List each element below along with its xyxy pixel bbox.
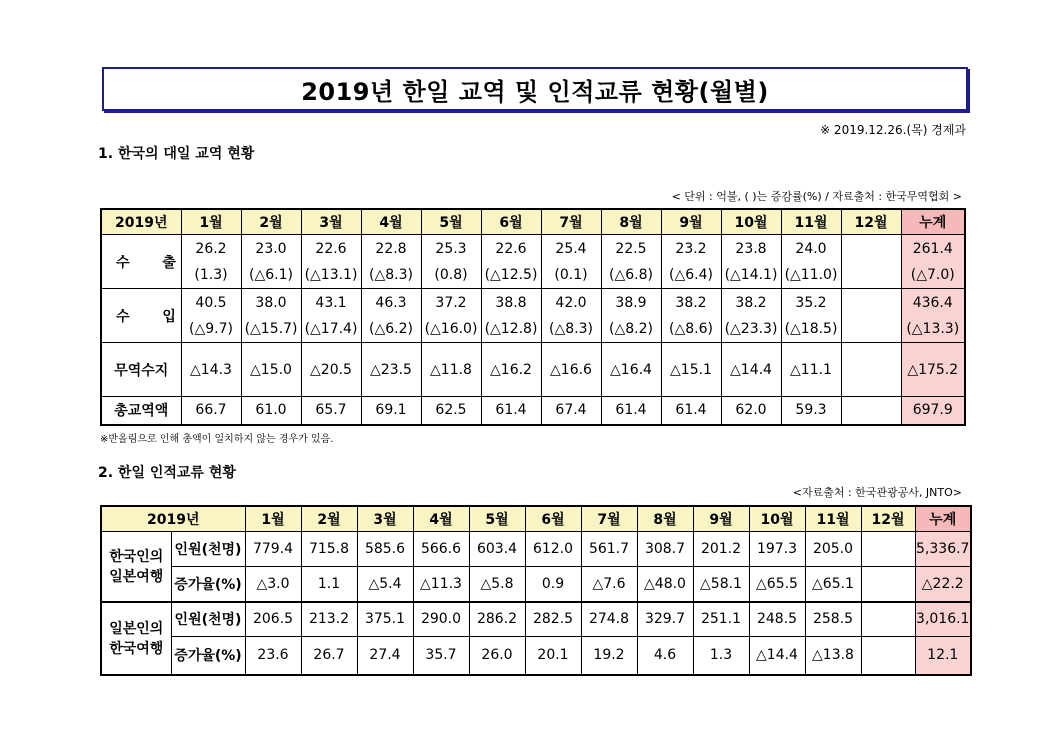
export-cell: 24.0 (△11.0)	[781, 235, 841, 289]
import-label: 수 입	[101, 289, 181, 343]
balance-cell: △16.4	[601, 343, 661, 397]
header-month: 11월	[781, 209, 841, 235]
people-cell: 286.2	[469, 602, 525, 637]
people-cell: 201.2	[693, 532, 749, 567]
header-month: 10월	[749, 506, 805, 532]
volume-cell: 66.7	[181, 397, 241, 425]
rate-cell: 20.1	[525, 637, 581, 675]
rate-cell: △7.6	[581, 567, 637, 602]
people-cell: 308.7	[637, 532, 693, 567]
people-cell: 566.6	[413, 532, 469, 567]
rate-cell: 19.2	[581, 637, 637, 675]
rounding-footnote: ※반올림으로 인해 총액이 일치하지 않는 경우가 있음.	[100, 434, 334, 445]
people-total: 5,336.7	[915, 532, 971, 567]
people-cell: 603.4	[469, 532, 525, 567]
rate-cell: △48.0	[637, 567, 693, 602]
export-cell	[841, 235, 901, 289]
export-cell: 22.5 (△6.8)	[601, 235, 661, 289]
japanese-travel-rate-row	[101, 637, 971, 675]
header-month: 6월	[525, 506, 581, 532]
people-cell: 290.0	[413, 602, 469, 637]
korean-travel-label: 한국인의 일본여행	[101, 532, 171, 602]
rate-cell	[861, 567, 915, 602]
header-month: 6월	[481, 209, 541, 235]
header-month: 9월	[693, 506, 749, 532]
rate-cell: 0.9	[525, 567, 581, 602]
header-month: 3월	[301, 209, 361, 235]
rate-cell: 35.7	[413, 637, 469, 675]
rate-cell: △5.4	[357, 567, 413, 602]
exchange-header-row	[101, 506, 971, 532]
export-cell: 25.4 (0.1)	[541, 235, 601, 289]
rate-label: 증가율(%)	[171, 637, 245, 675]
people-cell: 205.0	[805, 532, 861, 567]
balance-cell: △15.1	[661, 343, 721, 397]
rate-total: △22.2	[915, 567, 971, 602]
export-cell: 22.6 (△13.1)	[301, 235, 361, 289]
import-cell: 40.5 (△9.7)	[181, 289, 241, 343]
rate-cell: 26.0	[469, 637, 525, 675]
header-month: 12월	[861, 506, 915, 532]
import-cell: 38.9 (△8.2)	[601, 289, 661, 343]
rate-cell	[861, 637, 915, 675]
header-month: 4월	[413, 506, 469, 532]
korean-travel-rate-row	[101, 567, 971, 602]
people-cell: 248.5	[749, 602, 805, 637]
people-cell	[861, 602, 915, 637]
document-title	[102, 67, 968, 111]
trade-table	[100, 208, 966, 426]
export-cell: 23.0 (△6.1)	[241, 235, 301, 289]
header-month: 10월	[721, 209, 781, 235]
date-note: ※ 2019.12.26.(목) 경제과	[820, 123, 966, 137]
export-cell: 26.2 (1.3)	[181, 235, 241, 289]
rate-total: 12.1	[915, 637, 971, 675]
volume-total: 697.9	[901, 397, 965, 425]
people-cell: 561.7	[581, 532, 637, 567]
import-cell: 35.2 (△18.5)	[781, 289, 841, 343]
header-year: 2019년	[101, 506, 245, 532]
header-month: 8월	[601, 209, 661, 235]
people-cell: 715.8	[301, 532, 357, 567]
trade-header-row	[101, 209, 965, 235]
people-cell: 612.0	[525, 532, 581, 567]
header-month: 7월	[581, 506, 637, 532]
rate-cell: △58.1	[693, 567, 749, 602]
balance-cell: △20.5	[301, 343, 361, 397]
balance-cell: △15.0	[241, 343, 301, 397]
exchange-table	[100, 505, 972, 676]
people-cell: 329.7	[637, 602, 693, 637]
export-row	[101, 235, 965, 289]
rate-cell: 4.6	[637, 637, 693, 675]
export-cell: 23.8 (△14.1)	[721, 235, 781, 289]
import-cell: 42.0 (△8.3)	[541, 289, 601, 343]
document-title-text: 2019년 한일 교역 및 인적교류 현황(월별)	[301, 77, 769, 106]
import-cell: 43.1 (△17.4)	[301, 289, 361, 343]
import-row	[101, 289, 965, 343]
export-total: 261.4 (△7.0)	[901, 235, 965, 289]
volume-cell: 69.1	[361, 397, 421, 425]
rate-cell: △65.1	[805, 567, 861, 602]
import-cell: 38.2 (△8.6)	[661, 289, 721, 343]
people-cell: 274.8	[581, 602, 637, 637]
header-month: 1월	[245, 506, 301, 532]
korean-travel-people-row	[101, 532, 971, 567]
import-cell: 38.8 (△12.8)	[481, 289, 541, 343]
balance-cell	[841, 343, 901, 397]
balance-cell: △16.2	[481, 343, 541, 397]
people-cell	[861, 532, 915, 567]
people-cell: 779.4	[245, 532, 301, 567]
balance-total: △175.2	[901, 343, 965, 397]
header-month: 3월	[357, 506, 413, 532]
rate-cell: 26.7	[301, 637, 357, 675]
rate-cell: △5.8	[469, 567, 525, 602]
export-cell: 25.3 (0.8)	[421, 235, 481, 289]
header-month: 2월	[301, 506, 357, 532]
people-cell: 585.6	[357, 532, 413, 567]
rate-cell: △11.3	[413, 567, 469, 602]
balance-cell: △14.3	[181, 343, 241, 397]
header-month: 9월	[661, 209, 721, 235]
people-cell: 258.5	[805, 602, 861, 637]
rate-cell: △3.0	[245, 567, 301, 602]
rate-cell: 1.1	[301, 567, 357, 602]
volume-cell: 59.3	[781, 397, 841, 425]
japanese-travel-label: 일본인의 한국여행	[101, 602, 171, 675]
header-month: 4월	[361, 209, 421, 235]
people-cell: 206.5	[245, 602, 301, 637]
rate-cell: 1.3	[693, 637, 749, 675]
header-month: 5월	[421, 209, 481, 235]
header-month: 8월	[637, 506, 693, 532]
balance-cell: △14.4	[721, 343, 781, 397]
balance-cell: △11.1	[781, 343, 841, 397]
rate-label: 증가율(%)	[171, 567, 245, 602]
rate-cell: 23.6	[245, 637, 301, 675]
header-total: 누계	[901, 209, 965, 235]
import-total: 436.4 (△13.3)	[901, 289, 965, 343]
people-total: 3,016.1	[915, 602, 971, 637]
people-cell: 375.1	[357, 602, 413, 637]
japanese-travel-people-row	[101, 602, 971, 637]
people-label: 인원(천명)	[171, 532, 245, 567]
header-month: 5월	[469, 506, 525, 532]
header-year: 2019년	[101, 209, 181, 235]
export-cell: 22.8 (△8.3)	[361, 235, 421, 289]
header-month: 7월	[541, 209, 601, 235]
section1-title: 1. 한국의 대일 교역 현황	[98, 146, 255, 162]
volume-cell: 61.0	[241, 397, 301, 425]
import-cell: 38.0 (△15.7)	[241, 289, 301, 343]
rate-cell: 27.4	[357, 637, 413, 675]
import-cell: 38.2 (△23.3)	[721, 289, 781, 343]
balance-cell: △16.6	[541, 343, 601, 397]
rate-cell: △13.8	[805, 637, 861, 675]
export-cell: 22.6 (△12.5)	[481, 235, 541, 289]
header-month: 1월	[181, 209, 241, 235]
rate-cell: △65.5	[749, 567, 805, 602]
import-cell	[841, 289, 901, 343]
import-cell: 37.2 (△16.0)	[421, 289, 481, 343]
volume-cell: 65.7	[301, 397, 361, 425]
export-label: 수 출	[101, 235, 181, 289]
balance-row	[101, 343, 965, 397]
balance-cell: △11.8	[421, 343, 481, 397]
import-cell: 46.3 (△6.2)	[361, 289, 421, 343]
header-month: 11월	[805, 506, 861, 532]
people-cell: 251.1	[693, 602, 749, 637]
volume-cell: 67.4	[541, 397, 601, 425]
volume-cell: 62.5	[421, 397, 481, 425]
volume-cell: 61.4	[481, 397, 541, 425]
volume-cell	[841, 397, 901, 425]
people-cell: 197.3	[749, 532, 805, 567]
people-label: 인원(천명)	[171, 602, 245, 637]
volume-cell: 62.0	[721, 397, 781, 425]
header-total: 누계	[915, 506, 971, 532]
header-month: 12월	[841, 209, 901, 235]
export-cell: 23.2 (△6.4)	[661, 235, 721, 289]
balance-cell: △23.5	[361, 343, 421, 397]
balance-label: 무역수지	[101, 343, 181, 397]
rate-cell: △14.4	[749, 637, 805, 675]
volume-cell: 61.4	[601, 397, 661, 425]
volume-cell: 61.4	[661, 397, 721, 425]
section1-unit-note: < 단위 : 억불, ( )는 증감률(%) / 자료출처 : 한국무역협회 >	[671, 190, 962, 203]
people-cell: 213.2	[301, 602, 357, 637]
header-month: 2월	[241, 209, 301, 235]
section2-unit-note: <자료출처 : 한국관광공사, JNTO>	[792, 486, 962, 499]
volume-label: 총교역액	[101, 397, 181, 425]
volume-row	[101, 397, 965, 425]
people-cell: 282.5	[525, 602, 581, 637]
section2-title: 2. 한일 인적교류 현황	[98, 465, 236, 481]
